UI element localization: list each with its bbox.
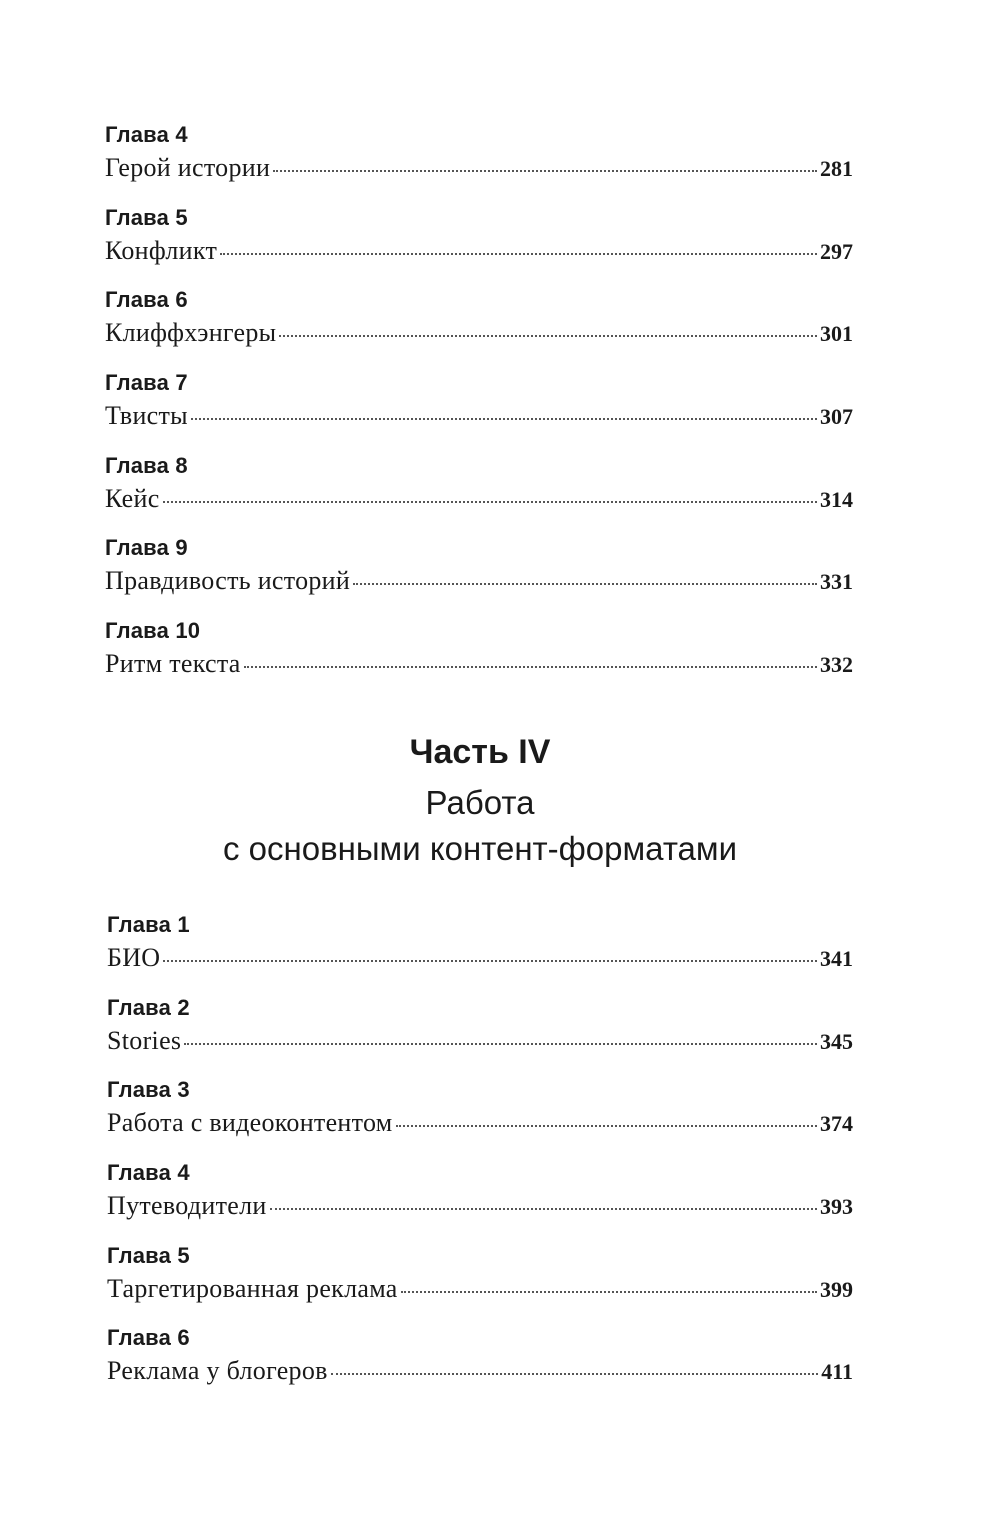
chapter-title: БИО: [107, 943, 161, 972]
toc-line: [105, 563, 853, 599]
dot-leader: [353, 583, 817, 585]
chapter-label: Глава 3: [107, 1077, 190, 1103]
chapter-title: Таргетированная реклама: [107, 1273, 398, 1303]
toc-list-part-4: [107, 910, 853, 1406]
toc-entry: [107, 1158, 853, 1241]
chapter-title: Кейс: [105, 483, 160, 513]
toc-entry: [105, 616, 853, 699]
chapter-title: Конфликт: [105, 235, 218, 265]
toc-entry: [105, 285, 853, 368]
chapter-label: Глава 2: [107, 994, 190, 1020]
chapter-title: Правдивость историй: [105, 566, 351, 596]
toc-line: [107, 1023, 853, 1059]
dot-leader: [191, 418, 817, 420]
toc-entry: [107, 910, 853, 993]
toc-entry: [105, 368, 853, 451]
dot-leader: [163, 960, 817, 962]
part-subtitle-line: Работа: [425, 784, 535, 821]
page-number: 411: [821, 1359, 853, 1385]
chapter-title: Работа с видеоконтентом: [107, 1108, 393, 1138]
part-subtitle-line: с основными контент-форматами: [222, 830, 738, 867]
chapter-label: Глава 5: [107, 1242, 190, 1268]
dot-leader: [270, 1208, 817, 1210]
toc-line: [107, 940, 853, 976]
toc-line: [107, 1353, 853, 1389]
toc-entry: [107, 1241, 853, 1324]
chapter-label: Глава 4: [107, 1160, 190, 1186]
dot-leader: [401, 1291, 817, 1293]
page-number: 393: [820, 1194, 853, 1220]
toc-line: [107, 1271, 853, 1307]
dot-leader: [163, 501, 817, 503]
chapter-label: Глава 10: [105, 618, 201, 644]
chapter-title: Клиффхэнгеры: [105, 318, 277, 348]
toc-line: [105, 481, 853, 517]
page-number: 332: [820, 652, 853, 678]
page-number: 345: [820, 1028, 853, 1054]
toc-list-part-3: [105, 120, 853, 699]
chapter-label: Глава 9: [105, 535, 188, 561]
toc-line: [105, 233, 853, 269]
toc-entry: [105, 451, 853, 534]
page-number: 314: [820, 486, 853, 512]
page-number: 341: [820, 946, 853, 971]
toc-entry: [105, 533, 853, 616]
toc-entry: [105, 203, 853, 286]
toc-line: [105, 150, 853, 186]
dot-leader: [273, 170, 817, 172]
chapter-label: Глава 6: [107, 1325, 190, 1351]
page-number: 297: [820, 238, 853, 264]
page-number: 301: [820, 321, 853, 347]
chapter-label: Глава 8: [105, 452, 188, 478]
chapter-label: Глава 6: [105, 287, 188, 313]
dot-leader: [244, 666, 817, 668]
toc-line: [105, 398, 853, 434]
chapter-title: Путеводители: [107, 1191, 267, 1221]
toc-entry: [105, 120, 853, 203]
toc-entry: [107, 1075, 853, 1158]
chapter-label: Глава 5: [105, 204, 188, 230]
dot-leader: [279, 335, 817, 337]
chapter-label: Глава 7: [105, 370, 188, 396]
chapter-title: Ритм текста: [105, 649, 241, 679]
page-number: 331: [820, 569, 853, 595]
chapter-label: Глава 4: [105, 122, 188, 147]
page-number: 399: [820, 1276, 853, 1302]
dot-leader: [184, 1043, 817, 1045]
toc-line: [107, 1105, 853, 1141]
dot-leader: [396, 1125, 817, 1127]
chapter-title: Герой истории: [105, 153, 271, 182]
page-number: 307: [820, 404, 853, 430]
toc-line: [105, 315, 853, 351]
toc-entry: [107, 1323, 853, 1406]
chapter-label: Глава 1: [107, 912, 190, 937]
page-number: 374: [820, 1111, 853, 1137]
part-title: Часть IV: [409, 733, 551, 771]
chapter-title: Твисты: [105, 401, 188, 431]
part-subtitle: [0, 780, 960, 872]
page-number: 281: [820, 156, 853, 181]
toc-line: [105, 646, 853, 682]
dot-leader: [220, 253, 817, 255]
dot-leader: [331, 1373, 818, 1375]
toc-line: [107, 1188, 853, 1224]
chapter-title: Stories: [107, 1025, 182, 1055]
chapter-title: Реклама у блогеров: [107, 1356, 328, 1386]
toc-entry: [107, 993, 853, 1076]
